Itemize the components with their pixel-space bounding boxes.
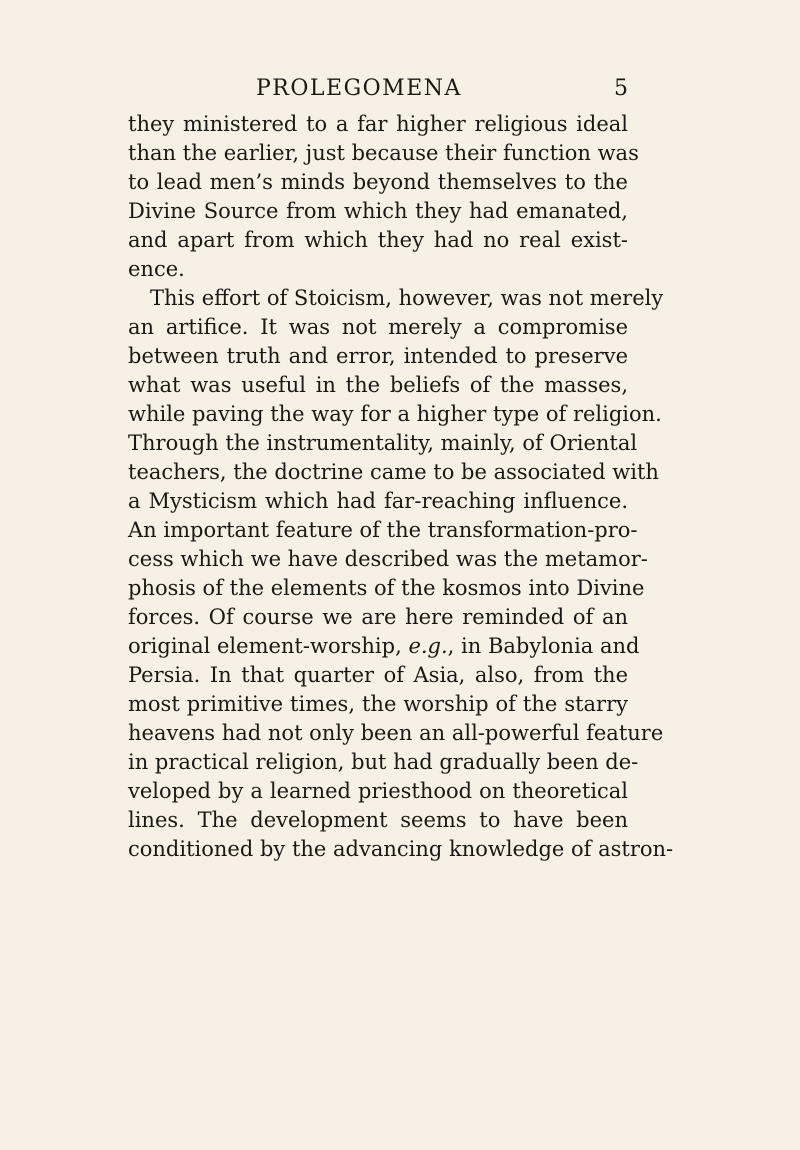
text-segment: , in Babylonia and <box>447 634 640 658</box>
text-line: cess which we have described was the metamor- <box>128 547 648 571</box>
text-line: to lead men’s minds beyond themselves to the <box>128 170 628 194</box>
italic-abbreviation: e.g. <box>408 634 448 658</box>
text-line: than the earlier, just because their function was <box>128 141 639 165</box>
paragraph-2 <box>128 284 674 864</box>
text-line: while paving the way for a higher type of religion. <box>128 402 662 426</box>
text-line: a Mysticism which had far-reaching influence. <box>128 489 628 513</box>
text-line: between truth and error, intended to preserve <box>128 344 628 368</box>
page-number: 5 <box>614 76 628 101</box>
text-line: teachers, the doctrine came to be associated with <box>128 460 659 484</box>
running-title: PROLEGOMENA <box>256 76 462 101</box>
text-line: phosis of the elements of the kosmos into Divine <box>128 576 645 600</box>
paragraph-1 <box>128 110 639 284</box>
book-page <box>128 70 674 864</box>
text-line: they ministered to a far higher religious ideal <box>128 112 628 136</box>
text-line: what was useful in the beliefs of the masses, <box>128 373 628 397</box>
text-line: heavens had not only been an all-powerful feature <box>128 721 664 745</box>
text-line: lines. The development seems to have been <box>128 808 628 832</box>
text-line: in practical religion, but had gradually been de- <box>128 750 639 774</box>
text-segment: original element-worship, <box>128 634 409 658</box>
text-line: veloped by a learned priesthood on theoretical <box>128 779 628 803</box>
text-line-with-italic <box>128 632 640 661</box>
text-line: and apart from which they had no real exist- <box>128 228 628 252</box>
text-line: ence. <box>128 257 185 281</box>
body-text <box>128 110 674 864</box>
text-line: Through the instrumentality, mainly, of Oriental <box>128 431 638 455</box>
running-head <box>128 70 628 110</box>
text-line: conditioned by the advancing knowledge of astron- <box>128 837 674 861</box>
text-line: Persia. In that quarter of Asia, also, from the <box>128 663 628 687</box>
text-line: most primitive times, the worship of the starry <box>128 692 628 716</box>
text-line: an artifice. It was not merely a compromise <box>128 315 628 339</box>
text-line: This effort of Stoicism, however, was not merely <box>150 286 664 310</box>
text-line: forces. Of course we are here reminded of an <box>128 605 628 629</box>
text-line: Divine Source from which they had emanated, <box>128 199 628 223</box>
text-line: An important feature of the transformation-pro- <box>128 518 638 542</box>
